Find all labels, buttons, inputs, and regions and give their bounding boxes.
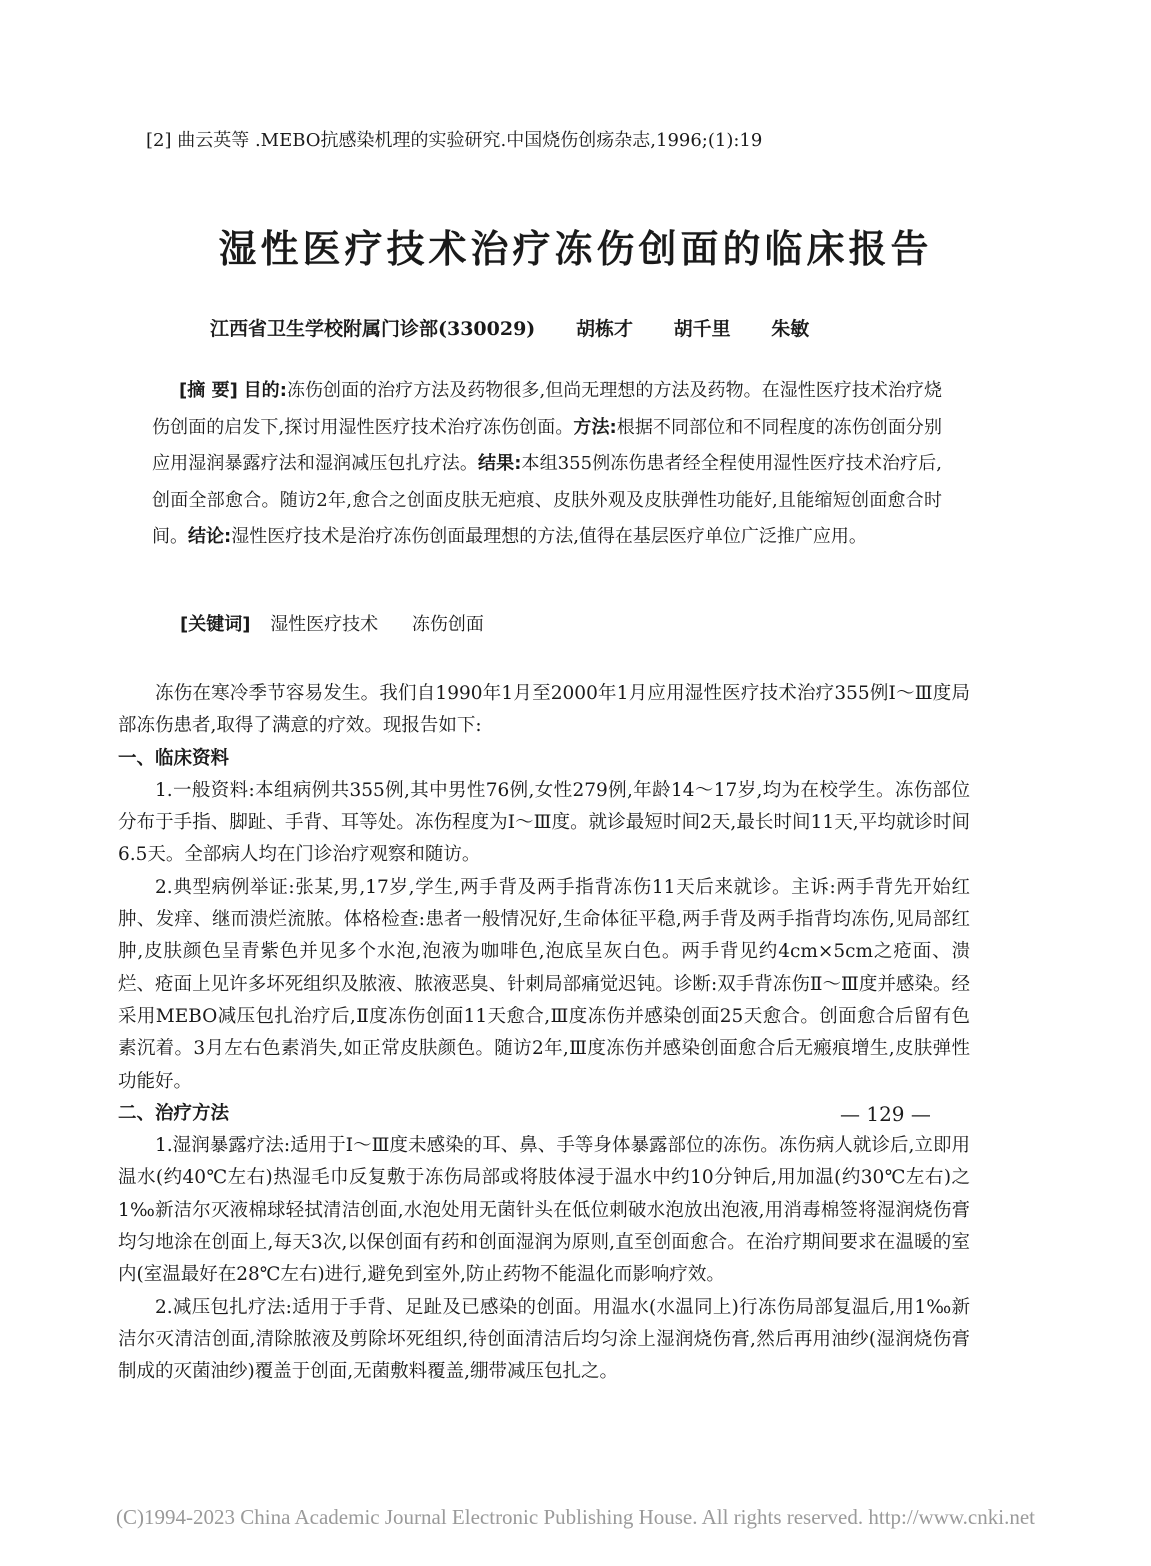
paragraph-typical-case: 2.典型病例举证:张某,男,17岁,学生,两手背及两手指背冻伤11天后来就诊。主诉:两手背先开始红肿、发痒、继而溃烂流脓。体格检查:患者一般情况好,生命体征平稳,两手背及两手指背均冻伤,见局部红肿,皮肤颜色呈青紫色并见多个水泡,泡液为咖啡色,泡底呈灰白色。两手背见约4cm×5cm之疮面、溃烂、疮面上见许多坏死组织及脓液、脓液恶臭、针刺局部痛觉迟钝。诊断:双手背冻伤Ⅱ～Ⅲ度并感染。经采用MEBO减压包扎治疗后,Ⅱ度冻伤创面11天愈合,Ⅲ度冻伤并感染创面25天愈合。创面愈合后留有色素沉着。3月左右色素消失,如正常皮肤颜色。随访2年,Ⅲ度冻伤并感染创面愈合后无瘢痕增生,皮肤弹性功能好。	[118, 876, 970, 1092]
methods-text: 根据不同部位和不同程度的冻伤创面分别应用湿润暴露疗法和湿润减压包扎疗法。	[152, 416, 942, 474]
copyright-footer: (C)1994-2023 China Academic Journal Electronic Publishing House. All rights reserved. http://www.cnki.net	[116, 1505, 1035, 1529]
results-text: 本组355例冻伤患者经全程使用湿性医疗技术治疗后,创面全部愈合。随访2年,愈合之创面皮肤无疤痕、皮肤外观及皮肤弹性功能好,且能缩短创面愈合时间。	[152, 453, 943, 547]
keywords	[180, 610, 512, 636]
affiliation: 江西省卫生学校附属门诊部(330029)	[210, 318, 536, 340]
keyword-2: 冻伤创面	[411, 614, 484, 635]
section-heading-2: 二、治疗方法	[118, 1102, 230, 1124]
paragraph-general-data: 1.一般资料:本组病例共355例,其中男性76例,女性279例,年龄14～17岁,均为在校学生。冻伤部位分布于手指、脚趾、手背、耳等处。冻伤程度为Ⅰ～Ⅲ度。就诊最短时间2天,最长时间11天,平均就诊时间6.5天。全部病人均在门诊治疗观察和随访。	[118, 779, 970, 866]
section-heading-1: 一、临床资料	[118, 747, 230, 769]
results-label: 结果:	[477, 453, 522, 474]
author-line	[210, 314, 843, 341]
methods-label: 方法:	[573, 416, 617, 438]
paragraph-exposure-therapy: 1.湿润暴露疗法:适用于Ⅰ～Ⅲ度未感染的耳、鼻、手等身体暴露部位的冻伤。冻伤病人就诊后,立即用温水(约40℃左右)热湿毛巾反复敷于冻伤局部或将肢体浸于温水中约10分钟后,用加温(约30℃左右)之1‰新洁尔灭液棉球轻拭清洁创面,水泡处用无菌针头在低位刺破水泡放出泡液,用消毒棉签将湿润烧伤膏均匀地涂在创面上,每天3次,以保创面有药和创面湿润为原则,直至创面愈合。在治疗期间要求在温暖的室内(室温最好在28℃左右)进行,避免到室外,防止药物不能温化而影响疗效。	[118, 1135, 970, 1286]
abstract	[152, 373, 942, 556]
conclusion-label: 结论:	[188, 526, 232, 547]
page-number: — 129 —	[840, 1102, 931, 1126]
author-1: 胡栋才	[575, 318, 633, 340]
conclusion-text: 湿性医疗技术是治疗冻伤创面最理想的方法,值得在基层医疗单位广泛推广应用。	[231, 526, 867, 547]
abstract-label: [摘 要]	[179, 380, 238, 401]
paragraph-bandage-therapy: 2.减压包扎疗法:适用于手背、足趾及已感染的创面。用温水(水温同上)行冻伤局部复温后,用1‰新洁尔灭清洁创面,清除脓液及剪除坏死组织,待创面清洁后均匀涂上湿润烧伤膏,然后再用油纱(湿润烧伤膏制成的灭菌油纱)覆盖于创面,无菌敷料覆盖,绷带减压包扎之。	[118, 1296, 970, 1383]
reference-entry: [2] 曲云英等 .MEBO抗感染机理的实验研究.中国烧伤创疡杂志,1996;(1):19	[146, 130, 763, 151]
keyword-1: 湿性医疗技术	[270, 614, 379, 635]
article-title: 湿性医疗技术治疗冻伤创面的临床报告	[218, 227, 933, 271]
objective-label: 目的:	[243, 380, 287, 401]
keywords-label: [关键词]	[180, 614, 251, 635]
article-body	[118, 678, 970, 1389]
intro-paragraph: 冻伤在寒冷季节容易发生。我们自1990年1月至2000年1月应用湿性医疗技术治疗355例Ⅰ～Ⅲ度局部冻伤患者,取得了满意的疗效。现报告如下:	[118, 683, 970, 737]
objective-text: 冻伤创面的治疗方法及药物很多,但尚无理想的方法及药物。在湿性医疗技术治疗烧伤创面的启发下,探讨用湿性医疗技术治疗冻伤创面。	[152, 380, 942, 438]
author-3: 朱敏	[771, 318, 810, 340]
author-2: 胡千里	[673, 318, 731, 340]
